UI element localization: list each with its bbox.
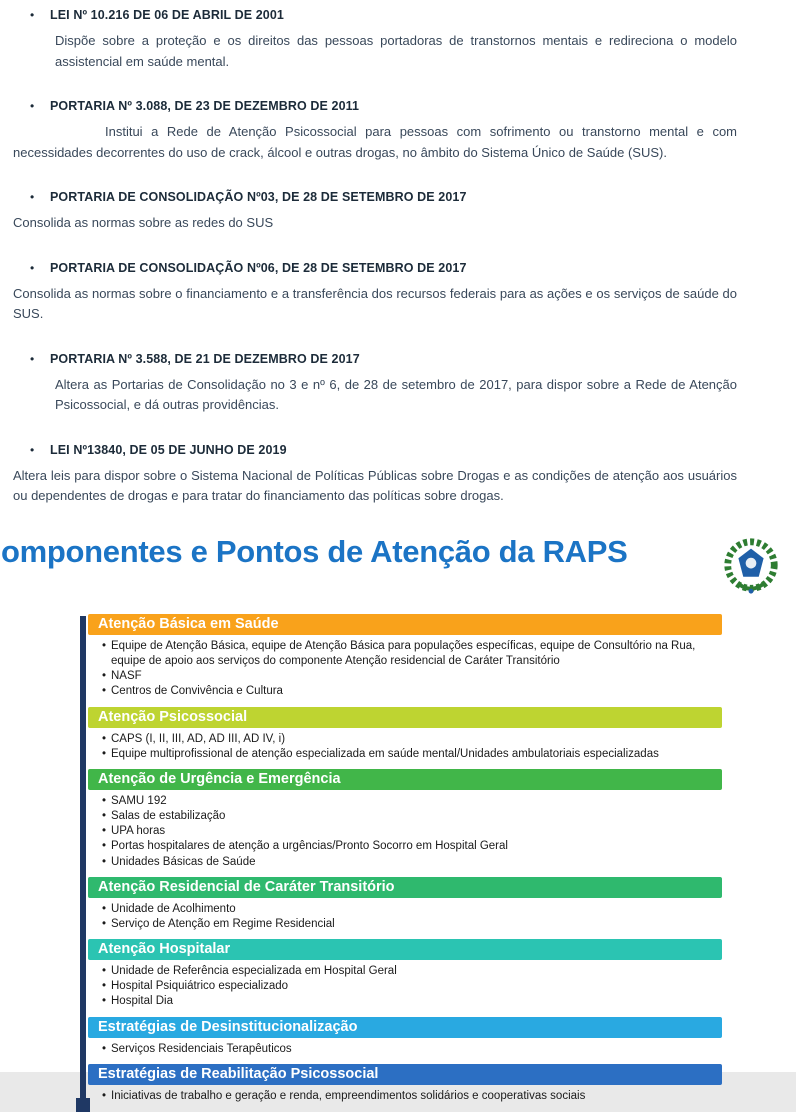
component-item: • UPA horas [102, 824, 702, 839]
component-items [88, 1089, 796, 1104]
component [88, 877, 796, 932]
law-item [13, 8, 737, 72]
law-heading-row [13, 8, 737, 22]
law-heading-row [13, 190, 737, 204]
component-item: • Salas de estabilização [102, 809, 702, 824]
law-body: Altera as Portarias de Consolidação no 3 e nº 6, de 28 de setembro de 2017, para dispor sobre a Rede de Atenção Psicossocial, e dá outras providências. [55, 376, 737, 413]
raps-slide [0, 534, 796, 1104]
component [88, 707, 796, 762]
law-body: Altera leis para dispor sobre o Sistema Nacional de Políticas Públicas sobre Drogas e as condições de atenção aos usuários ou dependentes de drogas e para tratar do financiamento das políticas sobre drogas. [13, 467, 737, 504]
component-item: • NASF [102, 669, 702, 684]
law-body: Consolida as normas sobre as redes do SUS [13, 215, 274, 231]
law-heading-row [13, 443, 737, 457]
component-header: Atenção Residencial de Caráter Transitório [88, 877, 722, 898]
law-title: PORTARIA DE CONSOLIDAÇÃO Nº03, DE 28 DE SETEMBRO DE 2017 [50, 190, 467, 205]
component-item: • Unidade de Referência especializada em Hospital Geral [102, 964, 702, 979]
component-item: • Unidade de Acolhimento [102, 902, 702, 917]
bullet-icon: • [30, 99, 35, 114]
component-item: • Iniciativas de trabalho e geração e renda, empreendimentos solidários e cooperativas sociais [102, 1089, 702, 1104]
component-item: • Serviços Residenciais Terapêuticos [102, 1042, 702, 1057]
bullet-icon: • [30, 8, 35, 22]
law-item [13, 261, 737, 325]
slide-title: omponentes e Pontos de Atenção da RAPS [1, 533, 628, 569]
component-header: Estratégias de Desinstitucionalização [88, 1017, 722, 1038]
component [88, 769, 796, 870]
law-item [13, 352, 737, 416]
components-list [80, 614, 796, 1104]
component-item: • Hospital Psiquiátrico especializado [102, 979, 702, 994]
legislation-list [0, 0, 796, 507]
law-heading-row [13, 261, 737, 275]
component [88, 1064, 796, 1104]
law-item [13, 99, 737, 163]
law-title: PORTARIA Nº 3.088, DE 23 DE DEZEMBRO DE 2011 [50, 99, 360, 114]
law-body: Institui a Rede de Atenção Psicossocial para pessoas com sofrimento ou transtorno mental e com necessidades decorrentes do uso de crack, álcool e outras drogas, no âmbito do Sistema Único de Saúde (SUS). [13, 124, 737, 160]
component [88, 614, 796, 700]
component-item: • CAPS (I, II, III, AD, AD III, AD IV, i) [102, 732, 702, 747]
component-item: • Hospital Dia [102, 994, 702, 1009]
component-items [88, 1042, 796, 1057]
component [88, 1017, 796, 1057]
law-item [13, 443, 737, 507]
component-items [88, 902, 796, 932]
component-item: • Unidades Básicas de Saúde [102, 855, 702, 870]
component [88, 939, 796, 1010]
component-header: Atenção Básica em Saúde [88, 614, 722, 635]
component-items [88, 794, 796, 870]
law-item [13, 190, 737, 234]
law-title: LEI Nº 10.216 DE 06 DE ABRIL DE 2001 [50, 8, 284, 22]
law-body: Dispõe sobre a proteção e os direitos das pessoas portadoras de transtornos mentais e redireciona o modelo assistencial em saúde mental. [55, 33, 737, 69]
bullet-icon: • [30, 442, 35, 457]
component-item: • SAMU 192 [102, 794, 702, 809]
component-item: • Serviço de Atenção em Regime Residencial [102, 917, 702, 932]
component-items [88, 639, 796, 700]
component-items [88, 964, 796, 1010]
law-body: Consolida as normas sobre o financiamento e a transferência dos recursos federais para as ações e os serviços de saúde do SUS. [13, 285, 737, 322]
law-title: PORTARIA Nº 3.588, DE 21 DE DEZEMBRO DE 2017 [50, 351, 360, 366]
component-item: • Equipe multiprofissional de atenção especializada em saúde mental/Unidades ambulatoriais especializadas [102, 747, 702, 762]
bullet-icon: • [30, 260, 35, 275]
bullet-icon: • [30, 351, 35, 366]
law-title: PORTARIA DE CONSOLIDAÇÃO Nº06, DE 28 DE SETEMBRO DE 2017 [50, 260, 467, 275]
law-heading-row [13, 352, 737, 366]
component-header: Estratégias de Reabilitação Psicossocial [88, 1064, 722, 1085]
component-header: Atenção Hospitalar [88, 939, 722, 960]
law-heading-row [13, 99, 737, 113]
component-item: • Centros de Convivência e Cultura [102, 684, 702, 699]
component-items [88, 732, 796, 762]
bullet-icon: • [30, 190, 35, 205]
state-coat-of-arms-icon [720, 536, 782, 598]
component-item: • Equipe de Atenção Básica, equipe de Atenção Básica para populações específicas, equipe de Consultório na Rua, equipe de apoio aos serviços do componente Atenção residencial de Caráter Transitório [102, 639, 702, 669]
component-header: Atenção Psicossocial [88, 707, 722, 728]
component-item: • Portas hospitalares de atenção a urgências/Pronto Socorro em Hospital Geral [102, 839, 702, 854]
component-header: Atenção de Urgência e Emergência [88, 769, 722, 790]
law-title: LEI Nº13840, DE 05 DE JUNHO DE 2019 [50, 442, 287, 457]
slide-header [0, 534, 796, 598]
